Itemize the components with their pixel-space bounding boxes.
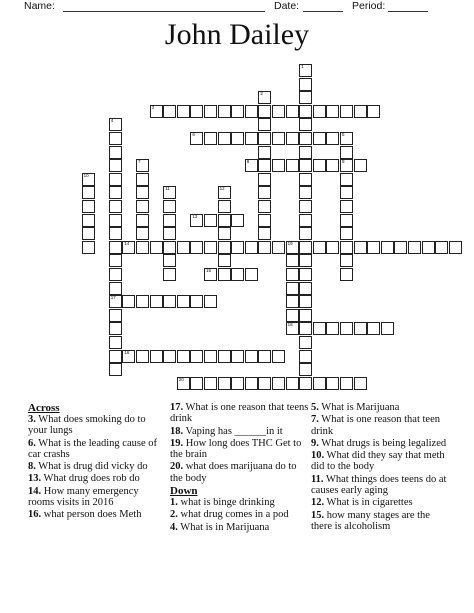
clue-item — [311, 510, 451, 533]
grid-cell[interactable] — [109, 159, 122, 172]
grid-cell[interactable] — [299, 309, 312, 322]
grid-cell[interactable] — [272, 241, 285, 254]
grid-cell[interactable] — [258, 200, 271, 213]
grid-cell[interactable] — [326, 159, 339, 172]
grid-cell[interactable] — [422, 241, 435, 254]
grid-cell[interactable] — [326, 132, 339, 145]
clue-text: Vaping has ______in it — [183, 425, 283, 437]
clue-number-label: 2 — [260, 91, 263, 97]
grid-cell[interactable] — [150, 105, 163, 118]
clue-number: 4. — [170, 521, 178, 533]
grid-cell[interactable] — [177, 105, 190, 118]
grid-cell[interactable] — [286, 105, 299, 118]
clue-number: 12. — [311, 497, 325, 509]
clue-item — [170, 509, 310, 520]
clue-number-label: 12 — [219, 186, 225, 192]
grid-cell[interactable] — [245, 377, 258, 390]
grid-cell[interactable] — [258, 118, 271, 131]
clue-text: What drug does rob do — [41, 473, 140, 485]
clue-item — [28, 509, 163, 520]
clue-number: 6. — [28, 437, 36, 449]
grid-cell[interactable] — [136, 241, 149, 254]
grid-cell[interactable] — [354, 322, 367, 335]
grid-cell[interactable] — [299, 64, 312, 77]
clues-column-2 — [170, 402, 310, 534]
grid-cell[interactable] — [136, 186, 149, 199]
clue-number-label: 18 — [287, 322, 293, 328]
grid-cell[interactable] — [231, 350, 244, 363]
grid-cell[interactable] — [299, 363, 312, 376]
clue-number: 9. — [311, 437, 319, 449]
grid-cell[interactable] — [313, 241, 326, 254]
grid-cell[interactable] — [190, 214, 203, 227]
grid-cell[interactable] — [136, 159, 149, 172]
clue-item — [28, 486, 163, 509]
grid-cell[interactable] — [218, 186, 231, 199]
grid-cell[interactable] — [354, 105, 367, 118]
grid-cell[interactable] — [299, 132, 312, 145]
clue-number-label: 14 — [124, 240, 130, 246]
clue-number-label: 4 — [110, 118, 114, 124]
grid-cell[interactable] — [367, 322, 380, 335]
clues-column-1 — [28, 402, 163, 522]
clue-number: 17. — [170, 402, 184, 413]
clue-text: What is the leading cause of car crashs — [28, 437, 157, 460]
clue-number: 2. — [170, 509, 178, 521]
clue-number: 15. — [311, 509, 325, 521]
date-label: Date: — [274, 0, 300, 12]
grid-cell[interactable] — [190, 241, 203, 254]
grid-cell[interactable] — [313, 105, 326, 118]
grid-cell[interactable] — [381, 241, 394, 254]
grid-cell[interactable] — [258, 91, 271, 104]
clue-item — [170, 402, 310, 425]
grid-cell[interactable] — [122, 241, 135, 254]
clue-number: 19. — [170, 437, 184, 449]
grid-cell[interactable] — [326, 322, 339, 335]
grid-cell[interactable] — [299, 186, 312, 199]
grid-cell[interactable] — [299, 118, 312, 131]
clue-text: What things does teens do at causes early aging — [311, 473, 447, 497]
grid-cell[interactable] — [299, 105, 312, 118]
clue-text: What is one reason that teens drink — [170, 402, 309, 425]
grid-cell[interactable] — [190, 132, 203, 145]
grid-cell[interactable] — [177, 241, 190, 254]
clue-text: What is one reason that teen drink — [311, 414, 440, 437]
grid-cell[interactable] — [109, 146, 122, 159]
grid-cell[interactable] — [109, 350, 122, 363]
grid-cell[interactable] — [190, 105, 203, 118]
grid-cell[interactable] — [258, 132, 271, 145]
name-label: Name: — [24, 0, 55, 12]
grid-cell[interactable] — [313, 159, 326, 172]
grid-cell[interactable] — [299, 254, 312, 267]
grid-cell[interactable] — [82, 186, 95, 199]
grid-cell[interactable] — [258, 186, 271, 199]
grid-cell[interactable] — [299, 241, 312, 254]
across-heading: Across — [28, 402, 60, 414]
grid-cell[interactable] — [190, 295, 203, 308]
grid-cell[interactable] — [340, 268, 353, 281]
grid-cell[interactable] — [258, 146, 271, 159]
grid-cell[interactable] — [258, 227, 271, 240]
grid-cell[interactable] — [163, 227, 176, 240]
clue-number-label: 17 — [110, 295, 116, 301]
page-title: John Dailey — [164, 18, 310, 51]
grid-cell[interactable] — [299, 282, 312, 295]
clue-text: what person does Meth — [41, 509, 142, 521]
grid-cell[interactable] — [340, 322, 353, 335]
grid-cell[interactable] — [109, 214, 122, 227]
grid-cell[interactable] — [136, 227, 149, 240]
grid-cell[interactable] — [231, 214, 244, 227]
grid-cell[interactable] — [218, 241, 231, 254]
grid-cell[interactable] — [245, 241, 258, 254]
grid-cell[interactable] — [109, 336, 122, 349]
grid-cell[interactable] — [245, 159, 258, 172]
grid-cell[interactable] — [136, 173, 149, 186]
clue-number-label: 13 — [192, 213, 198, 219]
grid-cell[interactable] — [163, 105, 176, 118]
clue-number-label: 8 — [246, 159, 250, 165]
clue-number-label: 10 — [83, 172, 89, 178]
grid-cell[interactable] — [218, 377, 231, 390]
clue-number-label: 6 — [192, 132, 195, 137]
grid-cell[interactable] — [190, 350, 203, 363]
grid-cell[interactable] — [204, 295, 217, 308]
grid-cell[interactable] — [258, 173, 271, 186]
clue-text: What did they say that meth did to the body — [311, 450, 445, 473]
grid-cell[interactable] — [340, 227, 353, 240]
grid-cell[interactable] — [286, 254, 299, 267]
grid-cell[interactable] — [109, 227, 122, 240]
grid-cell[interactable] — [272, 159, 285, 172]
grid-cell[interactable] — [258, 241, 271, 254]
grid-cell[interactable] — [245, 105, 258, 118]
clue-text: how many stages are the there is alcoholism — [311, 509, 430, 532]
clue-item — [170, 522, 310, 533]
clue-number-label: 9 — [342, 159, 345, 165]
grid-cell[interactable] — [218, 200, 231, 213]
grid-cell[interactable] — [299, 146, 312, 159]
clue-number: 10. — [311, 450, 325, 462]
grid-cell[interactable] — [245, 350, 258, 363]
grid-cell[interactable] — [218, 227, 231, 240]
grid-cell[interactable] — [204, 214, 217, 227]
grid-cell[interactable] — [272, 105, 285, 118]
grid-cell[interactable] — [258, 105, 271, 118]
clue-item — [311, 450, 451, 473]
grid-cell[interactable] — [109, 186, 122, 199]
clue-item — [311, 497, 451, 508]
grid-cell[interactable] — [150, 241, 163, 254]
grid-cell[interactable] — [326, 105, 339, 118]
grid-cell[interactable] — [340, 173, 353, 186]
grid-cell[interactable] — [354, 159, 367, 172]
clue-number-label: 11 — [165, 186, 170, 192]
clue-item — [28, 461, 163, 472]
grid-cell[interactable] — [299, 91, 312, 104]
clue-text: How many emergency rooms visits in 2016 — [28, 485, 139, 509]
grid-cell[interactable] — [218, 350, 231, 363]
grid-cell[interactable] — [381, 322, 394, 335]
grid-cell[interactable] — [286, 159, 299, 172]
grid-cell[interactable] — [286, 295, 299, 308]
grid-cell[interactable] — [299, 78, 312, 91]
grid-cell[interactable] — [245, 132, 258, 145]
grid-cell[interactable] — [326, 241, 339, 254]
grid-cell[interactable] — [218, 132, 231, 145]
grid-cell[interactable] — [177, 377, 190, 390]
clue-text: what drug comes in a pod — [177, 509, 289, 521]
clue-number-label: 1 — [301, 64, 304, 69]
grid-cell[interactable] — [367, 241, 380, 254]
grid-cell[interactable] — [231, 241, 244, 254]
grid-cell[interactable] — [286, 268, 299, 281]
grid-cell[interactable] — [340, 186, 353, 199]
grid-cell[interactable] — [258, 159, 271, 172]
clue-number: 7. — [311, 414, 319, 426]
grid-cell[interactable] — [258, 350, 271, 363]
grid-cell[interactable] — [177, 350, 190, 363]
grid-cell[interactable] — [313, 132, 326, 145]
grid-cell[interactable] — [340, 377, 353, 390]
grid-cell[interactable] — [299, 173, 312, 186]
clue-item — [311, 402, 451, 413]
grid-cell[interactable] — [109, 173, 122, 186]
grid-cell[interactable] — [231, 268, 244, 281]
grid-cell[interactable] — [299, 200, 312, 213]
clue-item — [170, 438, 310, 461]
grid-cell[interactable] — [340, 214, 353, 227]
grid-cell[interactable] — [394, 241, 407, 254]
clue-text: What does smoking do to your lungs — [28, 414, 146, 437]
clue-number-label: 5 — [342, 132, 345, 137]
clue-item — [170, 461, 310, 484]
clue-item — [311, 438, 451, 449]
grid-cell[interactable] — [109, 241, 122, 254]
grid-cell[interactable] — [109, 118, 122, 131]
clue-number-label: 15 — [206, 268, 212, 273]
grid-cell[interactable] — [435, 241, 448, 254]
clue-number: 8. — [28, 461, 36, 473]
grid-cell[interactable] — [109, 200, 122, 213]
grid-cell[interactable] — [340, 241, 353, 254]
grid-cell[interactable] — [136, 350, 149, 363]
grid-cell[interactable] — [204, 350, 217, 363]
grid-cell[interactable] — [163, 241, 176, 254]
grid-cell[interactable] — [272, 377, 285, 390]
grid-cell[interactable] — [299, 268, 312, 281]
grid-cell[interactable] — [204, 268, 217, 281]
grid-cell[interactable] — [340, 132, 353, 145]
grid-cell[interactable] — [204, 377, 217, 390]
grid-cell[interactable] — [326, 377, 339, 390]
grid-cell[interactable] — [109, 295, 122, 308]
grid-cell[interactable] — [204, 241, 217, 254]
grid-cell[interactable] — [204, 132, 217, 145]
clue-text: How long does THC Get to the brain — [170, 437, 302, 461]
grid-cell[interactable] — [163, 200, 176, 213]
down-heading: Down — [170, 485, 198, 498]
grid-cell[interactable] — [218, 214, 231, 227]
clue-number: 1. — [170, 497, 178, 509]
grid-cell[interactable] — [313, 377, 326, 390]
clue-item — [28, 438, 163, 461]
grid-cell[interactable] — [218, 268, 231, 281]
clue-number-label: 20 — [178, 376, 184, 382]
grid-cell[interactable] — [122, 295, 135, 308]
grid-cell[interactable] — [340, 159, 353, 172]
grid-cell[interactable] — [299, 350, 312, 363]
clue-text: what is binge drinking — [177, 497, 275, 509]
grid-cell[interactable] — [299, 295, 312, 308]
clue-item — [28, 414, 163, 437]
clue-number: 14. — [28, 485, 42, 497]
grid-cell[interactable] — [109, 309, 122, 322]
grid-cell[interactable] — [218, 105, 231, 118]
clue-text: What is in Marijuana — [177, 521, 270, 533]
grid-cell[interactable] — [245, 268, 258, 281]
clue-item — [311, 414, 451, 437]
clue-number: 13. — [28, 473, 42, 485]
grid-cell[interactable] — [163, 186, 176, 199]
grid-cell[interactable] — [299, 377, 312, 390]
clue-number-label: 19 — [287, 240, 293, 246]
grid-cell[interactable] — [354, 241, 367, 254]
grid-cell[interactable] — [163, 268, 176, 281]
grid-cell[interactable] — [231, 105, 244, 118]
clues-column-3 — [311, 402, 451, 533]
grid-cell[interactable] — [163, 214, 176, 227]
period-label: Period: — [352, 0, 386, 12]
clue-number: 5. — [311, 402, 319, 413]
grid-cell[interactable] — [340, 105, 353, 118]
grid-cell[interactable] — [109, 322, 122, 335]
grid-cell[interactable] — [231, 132, 244, 145]
clue-text: What drugs is being legalized — [318, 437, 447, 449]
clue-item — [170, 497, 310, 508]
clue-number: 18. — [170, 425, 184, 437]
grid-cell[interactable] — [218, 254, 231, 267]
grid-cell[interactable] — [299, 336, 312, 349]
grid-cell[interactable] — [286, 241, 299, 254]
grid-cell[interactable] — [367, 105, 380, 118]
grid-cell[interactable] — [82, 214, 95, 227]
grid-cell[interactable] — [299, 227, 312, 240]
clue-number-label: 3 — [151, 104, 155, 110]
grid-cell[interactable] — [82, 200, 95, 213]
grid-cell[interactable] — [82, 227, 95, 240]
grid-cell[interactable] — [286, 309, 299, 322]
clue-number: 16. — [28, 509, 42, 521]
clue-text: What is drug did vicky do — [35, 461, 148, 473]
grid-cell[interactable] — [204, 105, 217, 118]
grid-cell[interactable] — [272, 132, 285, 145]
grid-cell[interactable] — [190, 377, 203, 390]
clue-item — [170, 426, 310, 437]
grid-cell[interactable] — [313, 322, 326, 335]
grid-cell[interactable] — [177, 295, 190, 308]
grid-cell[interactable] — [109, 268, 122, 281]
grid-cell[interactable] — [286, 377, 299, 390]
grid-cell[interactable] — [82, 241, 95, 254]
clue-number: 11. — [311, 473, 324, 485]
grid-cell[interactable] — [136, 295, 149, 308]
grid-cell[interactable] — [340, 200, 353, 213]
grid-cell[interactable] — [163, 350, 176, 363]
clue-number: 3. — [28, 414, 36, 425]
grid-cell[interactable] — [272, 350, 285, 363]
grid-cell[interactable] — [286, 282, 299, 295]
grid-cell[interactable] — [340, 146, 353, 159]
grid-cell[interactable] — [340, 254, 353, 267]
grid-cell[interactable] — [354, 377, 367, 390]
grid-cell[interactable] — [82, 173, 95, 186]
grid-cell[interactable] — [299, 214, 312, 227]
grid-cell[interactable] — [286, 322, 299, 335]
grid-cell[interactable] — [231, 377, 244, 390]
grid-cell[interactable] — [258, 377, 271, 390]
grid-cell[interactable] — [109, 254, 122, 267]
grid-cell[interactable] — [136, 200, 149, 213]
grid-cell[interactable] — [163, 295, 176, 308]
clue-text: what does marijuana do to the body — [170, 461, 297, 484]
grid-cell[interactable] — [109, 132, 122, 145]
grid-cell[interactable] — [136, 214, 149, 227]
grid-cell[interactable] — [286, 132, 299, 145]
grid-cell[interactable] — [109, 282, 122, 295]
grid-cell[interactable] — [299, 159, 312, 172]
clue-number-label: 16 — [124, 349, 130, 355]
grid-cell[interactable] — [109, 363, 122, 376]
grid-cell[interactable] — [258, 214, 271, 227]
clue-item — [28, 473, 163, 484]
grid-cell[interactable] — [150, 350, 163, 363]
grid-cell[interactable] — [122, 350, 135, 363]
clue-text: What is in cigarettes — [324, 497, 413, 509]
clue-item — [311, 474, 451, 497]
grid-cell[interactable] — [408, 241, 421, 254]
clue-number-label: 7 — [138, 159, 141, 165]
grid-cell[interactable] — [150, 295, 163, 308]
clue-number: 20. — [170, 461, 184, 473]
grid-cell[interactable] — [299, 322, 312, 335]
clue-text: What is Marijuana — [318, 402, 400, 413]
grid-cell[interactable] — [449, 241, 462, 254]
grid-cell[interactable] — [163, 254, 176, 267]
